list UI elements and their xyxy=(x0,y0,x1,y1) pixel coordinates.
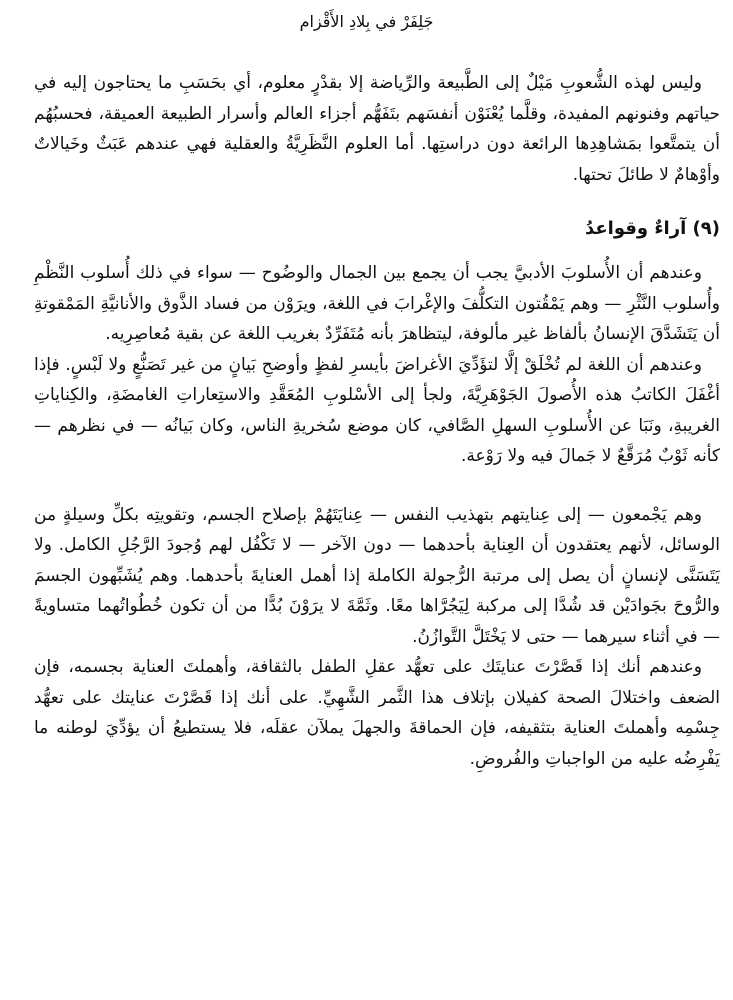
paragraph: وعندهم أنك إذا قَصَّرْتَ عنايتَك على تعهُّد عقلِ الطفل بالثقافة، وأهملتَ العناية بجسمه، فإن الضعف واختلالَ الصحة كفيلان بإتلاف هذا الثَّمر الشَّهِيِّ. على أنك إذا قَصَّرْتَ عنايتك على تعهُّد جِسْمِه وأهملتَ العناية بتثقيفه، فإن الحماقةَ والجهلَ يملآن عقلَه، فلا يستطيعُ أن يؤدِّيَ لوطنه ما يَفْرِضُه عليه من الواجباتِ والفُروضِ. xyxy=(34,657,720,769)
paragraph: وليس لهذه الشُّعوبِ مَيْلٌ إلى الطَّبيعة والرِّياضة إلا بقدْرٍ معلوم، أي بحَسَبِ ما يحتاجون إليه في حياتهم وفنونهم المفيدة، وقلَّما يُعْنَوْن أنفسَهم بتَفَهُّم أجزاء العالم وأسرار الطبيعة العميقة، فحسبُهُم أن يتمتَّعوا بمَشاهِدِها الرائعة دون دراستِها. أما العلوم النَّظَرِيَّةُ والعقلية فهي عندهم عَبَثٌ وخَيالاتٌ وأوْهامٌ لا طائلَ تحتها. xyxy=(34,73,720,185)
section-heading: (٩) آراءٌ وقواعدُ xyxy=(584,218,720,239)
paragraph-gap xyxy=(34,472,720,500)
running-header: جَلِفَرْ في بِلادِ الأَقْزام xyxy=(299,12,434,31)
paragraph: وهم يَجْمعون — إلى عِنايتهم بتهذيب النفس — عِنايَتَهُمْ بإصلاح الجسم، وتقويتِه بكلِّ وسيلةٍ من الوسائل، لأنهم يعتقدون أن العِناية بأحدهما — دون الآخر — لا تَكْفُل لهم وُجودَ الرَّجُلِ الكامل. ولا يَتَسَنَّى لإنسانٍ أن يصل إلى مرتبة الرُّجولة الكاملة إذا أهمل العنايةَ بأحدهما. وهم يُشَبِّهون الجسمَ والرُّوحَ بجَوادَيْن قد شُدَّا إلى مركبة لِيَجُرَّاها معًا. وثَمَّةَ لا يرَوْنَ بُدًّا من أن تكون خُطُواتُهما متساويةً — في أثناء سيرهما — حتى لا يَخْتَلَّ التَّوازُنُ. xyxy=(34,504,720,647)
paragraph: وعندهم أن الأُسلوبَ الأدبيَّ يجب أن يجمع بين الجمال والوضُوح — سواء في ذلك أُسلوب النَّظْمِ وأُسلوب النَّثْرِ — وهم يَمْقُتون التكلُّفَ والإغْرابَ في اللغة، ويرَوْن من فساد الذَّوق والأنانيَّةِ المَمْقوتةِ أن يَتَشَدَّقَ الإنسانُ بألفاظ غير مألوفة، ليتظاهرَ بأنه مُتَفَرِّدٌ بغريب اللغة عن بقية مُعاصِرِيه. xyxy=(34,263,720,344)
body-text xyxy=(34,68,720,774)
paragraph: وعندهم أن اللغة لم تُخْلَقْ إلَّا لتؤَدِّيَ الأغراضَ بأيسرِ لفظٍ وأوضحِ بَيانٍ من غير تَصَنُّعٍ ولا لَبْسٍ. فإذا أغْفَلَ الكاتبُ هذه الأُصولَ الجَوْهَرِيَّةَ، ولجأ إلى الأسْلوبِ المُعَقَّدِ والاستِعاراتِ الغامضَةِ، والكِناياتِ الغريبةِ، ونَبَا عن الأُسلوبِ السهلِ الصَّافي، كان موضع سُخريةِ الناس، وكان بَيانُه — في نظرهم — كأنه ثَوْبٌ مُرَقَّعٌ لا جَمالَ فيه ولا رَوْعة. xyxy=(34,354,720,466)
